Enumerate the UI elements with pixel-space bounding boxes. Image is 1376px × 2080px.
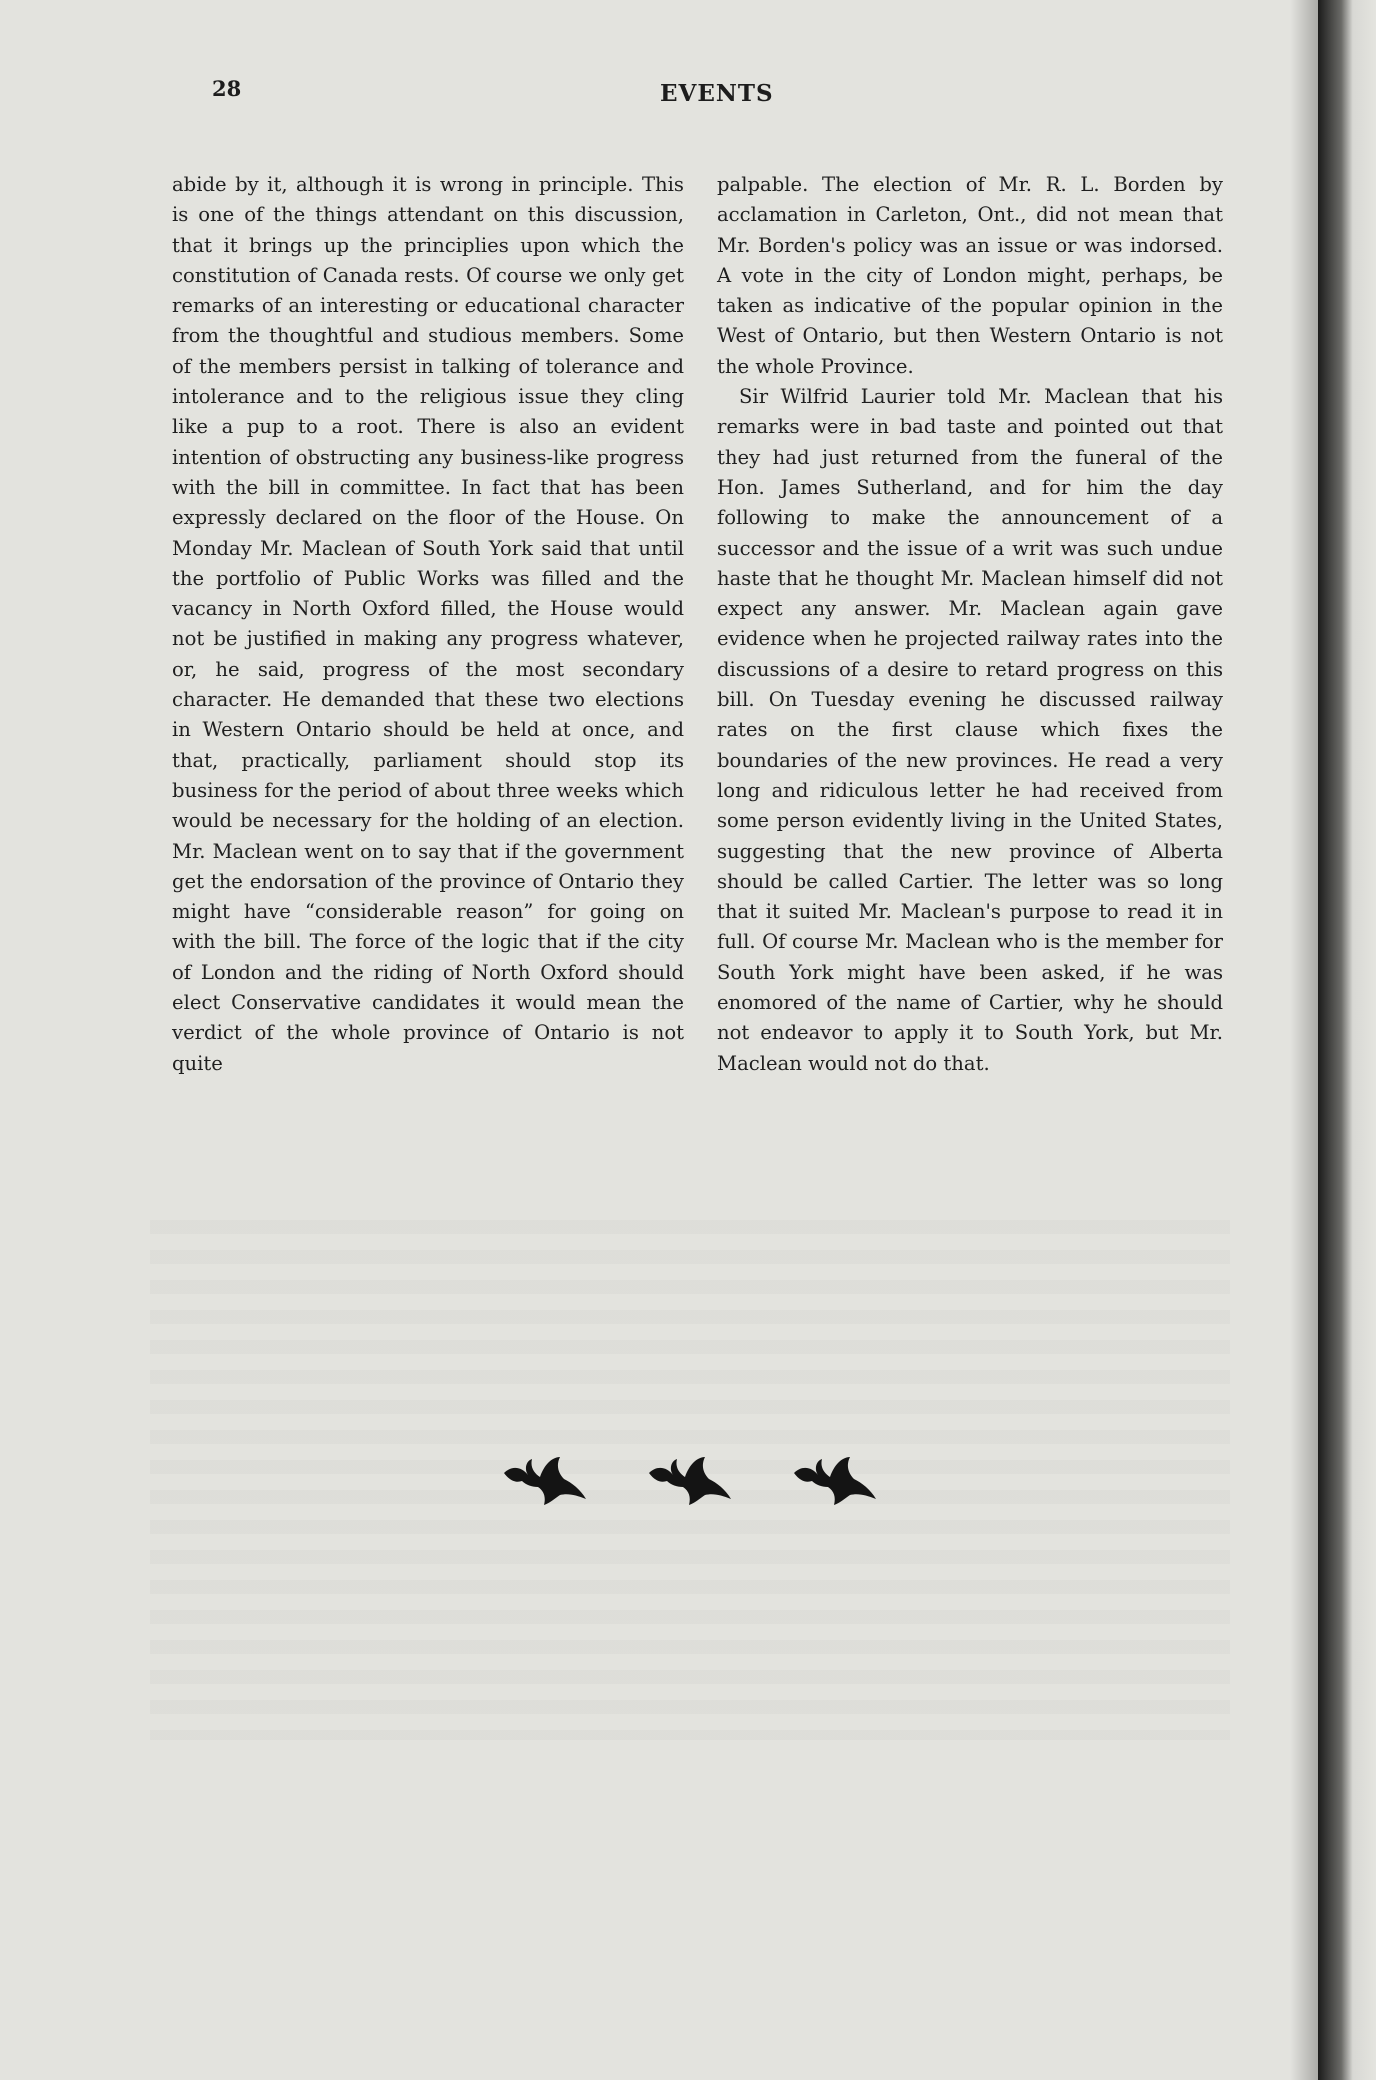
adjacent-page-edge [1318,0,1376,2080]
running-head: EVENTS [660,80,774,107]
left-column [172,170,684,1079]
page-number: 28 [212,76,242,101]
right-column [717,170,1223,1079]
left-paragraph-1: abide by it, although it is wrong in principle. This is one of the things attendant on this discussion, that it brings up the principlies upon which the constitution of Canada rests. Of course we only get remarks of an interesting or educational character from the thoughtful and studious members. Some of the members persist in talking of tolerance and intolerance and to the religious issue they cling like a pup to a root. There is also an evident intention of obstructing any business-like progress with the bill in committee. In fact that has been expressly declared on the floor of the House. On Monday Mr. Maclean of South York said that until the portfolio of Public Works was filled and the vacancy in North Oxford filled, the House would not be justified in making any progress whatever, or, he said, progress of the most secondary character. He demanded that these two elections in Western Ontario should be held at once, and that, practically, parliament should stop its business for the period of about three weeks which would be necessary for the holding of an election. Mr. Maclean went on to say that if the government get the endorsation of the province of Ontario they might have “considerable reason” for going on with the bill. The force of the logic that if the city of London and the riding of North Oxford should elect Conservative candidates it would mean the verdict of the whole province of Ontario is not quite [172,173,684,1075]
right-paragraph-2: Sir Wilfrid Laurier told Mr. Maclean that his remarks were in bad taste and pointed out that they had just returned from the funeral of the Hon. James Sutherland, and for him the day following to make the announcement of a successor and the issue of a writ was such undue haste that he thought Mr. Maclean himself did not expect any answer. Mr. Maclean again gave evidence when he projected railway rates into the discussions of a desire to retard progress on this bill. On Tuesday evening he discussed railway rates on the first clause which fixes the boundaries of the new provinces. He read a very long and ridiculous letter he had received from some person evidently living in the United States, suggesting that the new province of Alberta should be called Cartier. The letter was so long that it suited Mr. Maclean's purpose to read it in full. Of course Mr. Maclean who is the member for South York might have been asked, if he was enomored of the name of Cartier, why he should not endeavor to apply it to South York, but Mr. Maclean would not do that. [717,385,1223,1075]
leaf-ornament-icon [500,1443,590,1507]
page-edge-shadow [1290,0,1318,2080]
right-paragraph-1: palpable. The election of Mr. R. L. Borden by acclamation in Carleton, Ont., did not mean that Mr. Borden's policy was an issue or was indorsed. A vote in the city of London might, perhaps, be taken as indicative of the popular opinion in the West of Ontario, but then Western Ontario is not the whole Province. [717,173,1223,378]
leaf-ornament-icon [790,1443,880,1507]
leaf-ornament-icon [645,1443,735,1507]
section-ornaments [500,1440,880,1510]
